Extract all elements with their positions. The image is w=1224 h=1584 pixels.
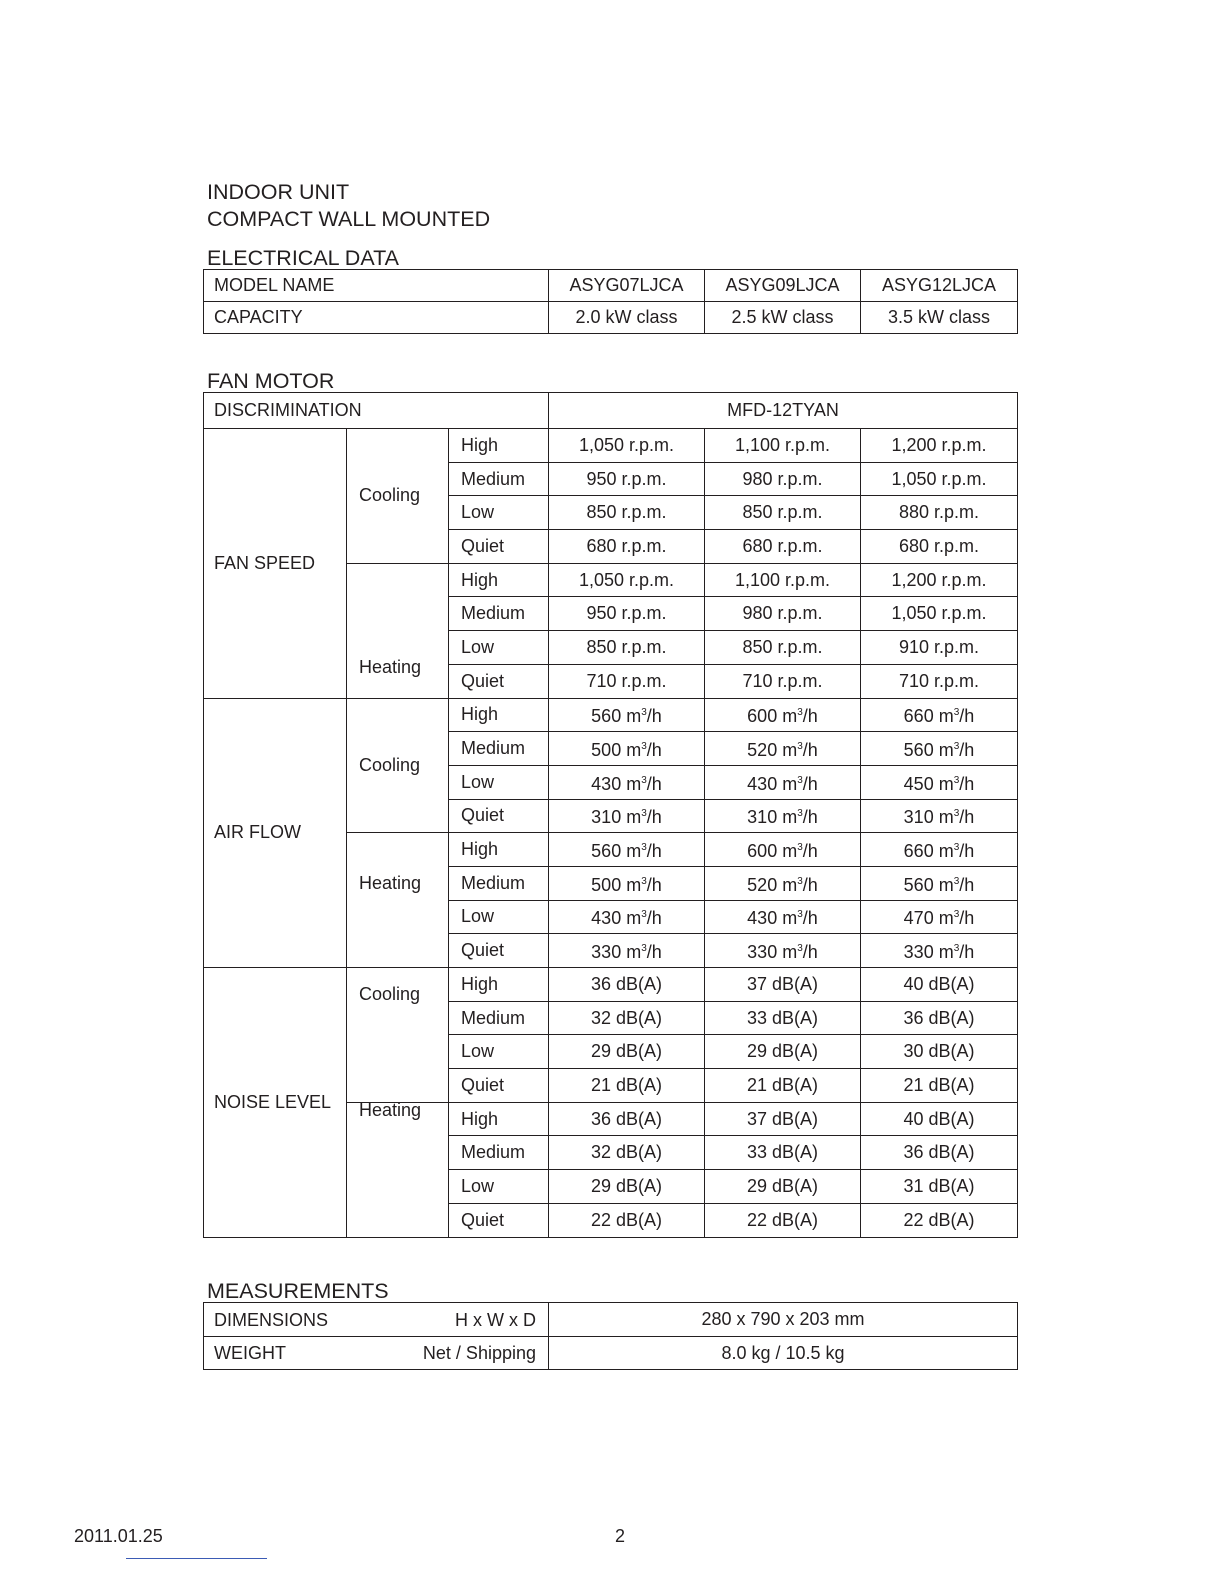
unit-prefix: m [626,942,642,963]
value-cell: 710 r.p.m. [861,664,1018,698]
value-cell: 21 dB(A) [861,1069,1018,1103]
level-label: Low [449,765,549,799]
unit-prefix: m [782,807,798,828]
value-cell [861,765,1018,799]
value-cell: 950 r.p.m. [549,597,705,631]
value-cell: 1,050 r.p.m. [861,597,1018,631]
level-label: Low [449,900,549,934]
table-row [204,1337,1018,1370]
value-cell: 22 dB(A) [549,1203,705,1237]
capacity-cell: 2.0 kW class [549,302,705,334]
value-cell [705,765,861,799]
unit-exponent: 3 [641,774,647,786]
level-label: Medium [449,732,549,766]
level-label: Medium [449,866,549,900]
capacity-label: CAPACITY [204,302,549,334]
value-cell: 1,200 r.p.m. [861,429,1018,463]
level-label: High [449,833,549,867]
unit-prefix: m [782,740,798,761]
value-number: 520 [747,874,778,895]
mode-label: Heating [347,563,449,698]
level-label: Low [449,496,549,530]
value-cell: 1,100 r.p.m. [705,563,861,597]
level-label: Quiet [449,664,549,698]
model-name-cell: ASYG09LJCA [705,270,861,302]
value-cell [705,698,861,732]
mode-label: Cooling [347,698,449,833]
unit-prefix: m [626,740,642,761]
value-cell: 1,100 r.p.m. [705,429,861,463]
value-cell [549,900,705,934]
dimensions-label: DIMENSIONS [214,1310,329,1330]
value-cell [861,900,1018,934]
value-number: 600 [747,841,778,862]
value-number: 430 [591,908,622,929]
value-cell: 1,200 r.p.m. [861,563,1018,597]
value-number: 660 [903,706,934,727]
value-cell: 710 r.p.m. [549,664,705,698]
level-label: Quiet [449,799,549,833]
value-number: 430 [747,908,778,929]
model-name-cell: ASYG07LJCA [549,270,705,302]
value-number: 450 [903,773,934,794]
level-label: Low [449,1170,549,1204]
value-cell: 980 r.p.m. [705,462,861,496]
unit-prefix: m [938,874,954,895]
value-cell: 880 r.p.m. [861,496,1018,530]
unit-exponent: 3 [797,943,803,955]
unit-suffix: /h [959,908,975,929]
air-flow-label: AIR FLOW [204,698,347,968]
value-cell: 36 dB(A) [549,968,705,1002]
unit-suffix: /h [802,773,818,794]
value-cell [549,698,705,732]
value-cell: 1,050 r.p.m. [549,429,705,463]
unit-suffix: /h [802,942,818,963]
value-cell: 850 r.p.m. [705,496,861,530]
value-cell: 680 r.p.m. [861,530,1018,564]
unit-exponent: 3 [953,943,960,955]
unit-prefix: m [626,841,642,862]
value-cell [861,833,1018,867]
value-number: 310 [591,807,622,828]
model-name-cell: ASYG12LJCA [861,270,1018,302]
value-cell [705,866,861,900]
value-number: 330 [591,942,622,963]
unit-prefix: m [626,706,642,727]
value-cell [549,799,705,833]
unit-prefix: m [626,807,642,828]
level-label: Medium [449,1001,549,1035]
value-number: 500 [591,874,622,895]
weight-label-cell [204,1337,549,1370]
table-row [204,698,1018,732]
dimensions-label-cell [204,1303,549,1337]
unit-suffix: /h [646,740,662,761]
measurements-heading: MEASUREMENTS [207,1279,389,1303]
fan-speed-label: FAN SPEED [204,429,347,699]
value-cell: 32 dB(A) [549,1136,705,1170]
unit-suffix: /h [959,807,975,828]
unit-suffix: /h [646,874,662,895]
unit-suffix: /h [959,942,975,963]
unit-suffix: /h [959,841,975,862]
mode-label: Heating [347,833,449,968]
unit-prefix: m [626,908,642,929]
value-cell: 40 dB(A) [861,968,1018,1002]
value-cell: 33 dB(A) [705,1136,861,1170]
unit-exponent: 3 [641,842,647,854]
value-cell: 36 dB(A) [861,1001,1018,1035]
value-number: 330 [747,942,778,963]
noise-level-label: NOISE LEVEL [204,968,347,1238]
unit-suffix: /h [802,740,818,761]
table-row [204,270,1018,302]
value-number: 600 [747,706,778,727]
level-label: Low [449,631,549,665]
value-cell: 910 r.p.m. [861,631,1018,665]
value-cell [705,900,861,934]
dimensions-value: 280 x 790 x 203 mm [549,1303,1018,1337]
doc-title-line1: INDOOR UNIT [207,180,350,204]
unit-suffix: /h [646,706,662,727]
level-label: Quiet [449,530,549,564]
value-number: 660 [903,841,934,862]
unit-suffix: /h [646,841,662,862]
unit-prefix: m [782,908,798,929]
value-cell [549,732,705,766]
table-row [204,968,1018,1002]
weight-label: WEIGHT [214,1343,286,1363]
value-number: 430 [591,773,622,794]
electrical-data-heading: ELECTRICAL DATA [207,246,399,270]
value-cell [549,833,705,867]
value-cell: 21 dB(A) [549,1069,705,1103]
unit-exponent: 3 [641,875,647,887]
fan-motor-heading: FAN MOTOR [207,369,335,393]
unit-prefix: m [626,874,642,895]
level-label: High [449,563,549,597]
value-cell [861,866,1018,900]
unit-prefix: m [938,841,954,862]
mode-label: Cooling [347,968,449,1103]
value-cell: 37 dB(A) [705,968,861,1002]
mode-label: Cooling [347,429,449,564]
value-cell: 40 dB(A) [861,1102,1018,1136]
value-cell: 710 r.p.m. [705,664,861,698]
value-cell: 950 r.p.m. [549,462,705,496]
unit-prefix: m [782,874,798,895]
unit-prefix: m [626,773,642,794]
value-cell [705,732,861,766]
value-number: 310 [747,807,778,828]
unit-suffix: /h [959,874,975,895]
level-label: High [449,698,549,732]
value-number: 560 [903,874,934,895]
value-cell: 680 r.p.m. [549,530,705,564]
unit-exponent: 3 [953,707,960,719]
value-cell: 29 dB(A) [549,1170,705,1204]
unit-suffix: /h [802,706,818,727]
value-number: 560 [591,841,622,862]
unit-exponent: 3 [953,808,960,820]
level-label: Quiet [449,934,549,968]
value-cell: 29 dB(A) [549,1035,705,1069]
discrimination-value: MFD-12TYAN [549,393,1018,429]
value-number: 470 [903,908,934,929]
value-cell [549,866,705,900]
table-row [204,1303,1018,1337]
value-cell: 1,050 r.p.m. [549,563,705,597]
value-cell: 980 r.p.m. [705,597,861,631]
unit-exponent: 3 [797,808,803,820]
value-cell [861,698,1018,732]
unit-exponent: 3 [641,741,647,753]
value-number: 330 [903,942,934,963]
value-cell [705,799,861,833]
unit-prefix: m [782,942,798,963]
unit-exponent: 3 [953,741,960,753]
unit-suffix: /h [646,942,662,963]
unit-suffix: /h [802,874,818,895]
table-row [204,393,1018,429]
unit-exponent: 3 [953,842,960,854]
value-number: 310 [903,807,934,828]
value-cell: 850 r.p.m. [705,631,861,665]
unit-suffix: /h [959,773,975,794]
level-label: High [449,429,549,463]
measurements-table [203,1302,1018,1370]
model-name-label: MODEL NAME [204,270,549,302]
unit-exponent: 3 [953,774,960,786]
value-number: 430 [747,773,778,794]
value-cell: 850 r.p.m. [549,631,705,665]
page-number: 2 [615,1526,626,1546]
unit-exponent: 3 [641,909,647,921]
unit-exponent: 3 [797,741,803,753]
value-cell [549,765,705,799]
value-cell: 37 dB(A) [705,1102,861,1136]
weight-sub-label: Net / Shipping [422,1343,536,1363]
fan-motor-table [203,392,1018,1238]
unit-exponent: 3 [641,808,647,820]
value-cell: 680 r.p.m. [705,530,861,564]
value-cell [861,934,1018,968]
value-cell [861,732,1018,766]
unit-prefix: m [782,706,798,727]
value-cell [861,799,1018,833]
value-cell: 30 dB(A) [861,1035,1018,1069]
weight-value: 8.0 kg / 10.5 kg [549,1337,1018,1370]
unit-exponent: 3 [641,707,647,719]
footer-date: 2011.01.25 [74,1526,163,1546]
level-label: Medium [449,462,549,496]
value-cell [705,934,861,968]
value-cell: 1,050 r.p.m. [861,462,1018,496]
unit-exponent: 3 [797,842,803,854]
capacity-cell: 2.5 kW class [705,302,861,334]
value-cell: 29 dB(A) [705,1170,861,1204]
level-label: Quiet [449,1069,549,1103]
table-row [204,429,1018,463]
value-number: 560 [903,740,934,761]
unit-prefix: m [938,942,954,963]
unit-exponent: 3 [953,875,960,887]
unit-exponent: 3 [797,875,803,887]
unit-suffix: /h [646,908,662,929]
unit-prefix: m [938,706,954,727]
table-row [204,302,1018,334]
level-label: Medium [449,597,549,631]
footer-link-underline [126,1558,267,1559]
unit-suffix: /h [802,908,818,929]
value-number: 520 [747,740,778,761]
unit-prefix: m [782,841,798,862]
unit-suffix: /h [959,706,975,727]
dimensions-sub-label: H x W x D [455,1310,536,1330]
value-cell: 29 dB(A) [705,1035,861,1069]
level-label: Low [449,1035,549,1069]
value-cell: 22 dB(A) [705,1203,861,1237]
unit-suffix: /h [802,807,818,828]
discrimination-label: DISCRIMINATION [204,393,549,429]
doc-title-line2: COMPACT WALL MOUNTED [207,207,491,231]
level-label: Medium [449,1136,549,1170]
value-cell: 21 dB(A) [705,1069,861,1103]
unit-prefix: m [938,773,954,794]
value-cell: 33 dB(A) [705,1001,861,1035]
unit-exponent: 3 [953,909,960,921]
unit-exponent: 3 [641,943,647,955]
unit-prefix: m [938,908,954,929]
unit-suffix: /h [802,841,818,862]
unit-prefix: m [938,807,954,828]
value-cell: 31 dB(A) [861,1170,1018,1204]
value-cell: 22 dB(A) [861,1203,1018,1237]
value-number: 560 [591,706,622,727]
value-number: 500 [591,740,622,761]
value-cell [705,833,861,867]
level-label: High [449,968,549,1002]
capacity-cell: 3.5 kW class [861,302,1018,334]
unit-exponent: 3 [797,909,803,921]
unit-suffix: /h [959,740,975,761]
level-label: Quiet [449,1203,549,1237]
value-cell: 850 r.p.m. [549,496,705,530]
unit-suffix: /h [646,773,662,794]
unit-exponent: 3 [797,774,803,786]
unit-suffix: /h [646,807,662,828]
level-label: High [449,1102,549,1136]
value-cell: 36 dB(A) [861,1136,1018,1170]
value-cell: 32 dB(A) [549,1001,705,1035]
value-cell: 36 dB(A) [549,1102,705,1136]
unit-prefix: m [782,773,798,794]
mode-label: Heating [347,1102,449,1237]
unit-exponent: 3 [797,707,803,719]
electrical-data-table [203,269,1018,334]
value-cell [549,934,705,968]
unit-prefix: m [938,740,954,761]
